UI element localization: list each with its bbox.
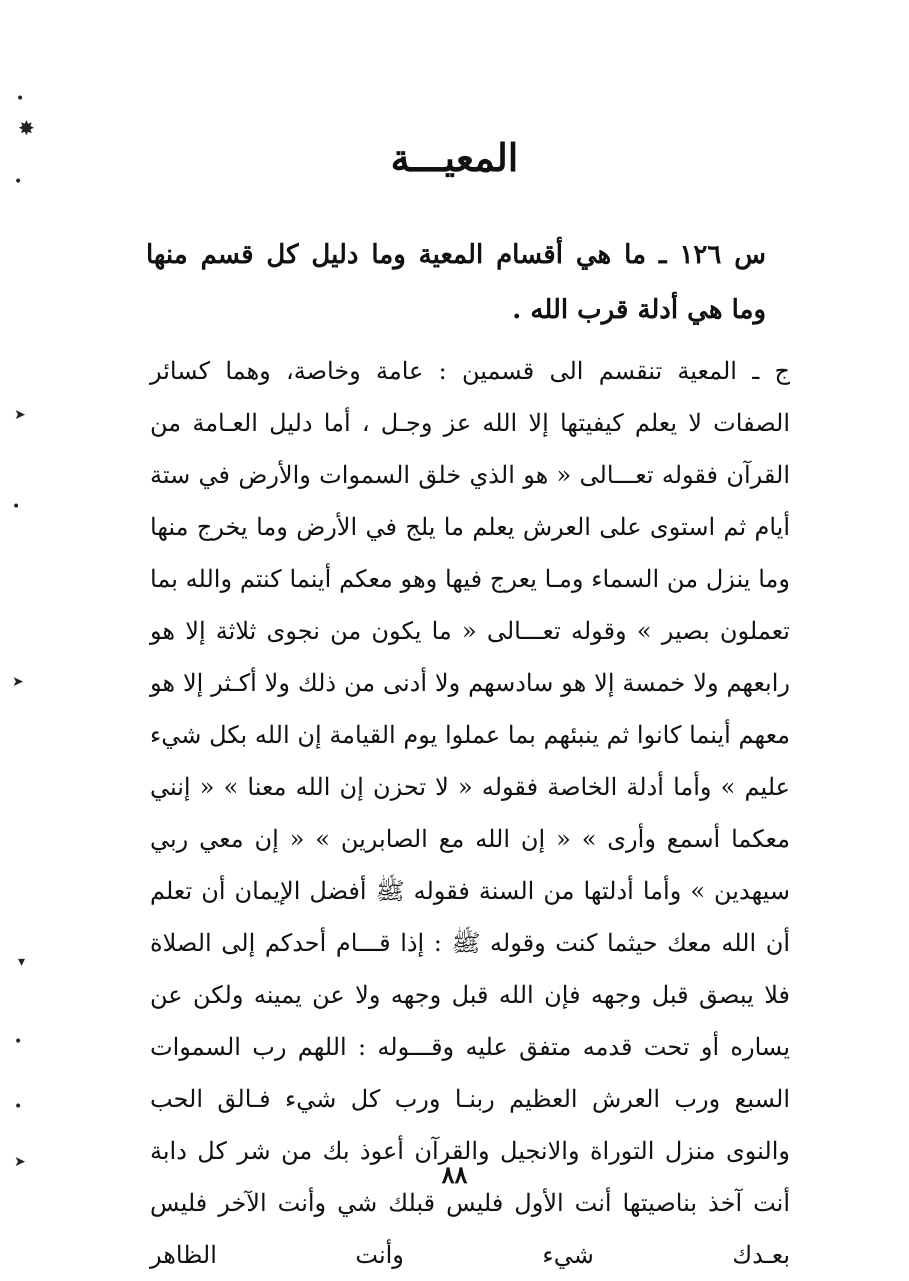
page-number: ٨٨	[441, 1160, 468, 1189]
scan-artifact-mark: ➤	[12, 674, 24, 690]
answer-paragraph: ج ـ المعية تنقسم الى قسمين : عامة وخاصة، وهما كسائر الصفات لا يعلم كيفيتها إلا الله عز وجـل ، أما دليل العـامة من القرآن فقوله تعـــالى « هو الذي خلق السموات والأرض في ستة أيام ثم استوى على العرش يعلم ما يلج في الأرض وما يخرج منها وما ينزل من السماء ومـا يعرج فيها وهو معكم أينما كنتم والله بما تعملون بصير » وقوله تعـــالى « ما يكون من نجوى ثلاثة إلا هو رابعهم ولا خمسة إلا هو سادسهم ولا أدنى من ذلك ولا أكـثر إلا هو معهم أينما كانوا ثم ينبئهم بما عملوا يوم القيامة إن الله بكل شيء عليم » وأما أدلة الخاصة فقوله « لا تحزن إن الله معنا » « إنني معكما أسمع وأرى » « إن الله مع الصابرين » « إن معي ربي سيهدين » وأما أدلتها من السنة فقوله ﷺ أفضل الإيمان أن تعلم أن الله معك حيثما كنت وقوله ﷺ : إذا قـــام أحدكم إلى الصلاة فلا يبصق قبل وجهه فإن الله قبل وجهه ولا عن يمينه ولكن عن يساره أو تحت قدمه متفق عليه وقـــوله : اللهم رب السموات السبع ورب العرش العظيم ربنـا ورب كل شيء فـالق الحب والنوى منزل التوراة والانجيل والقرآن أعوذ بك من شر كل دابة أنت آخذ بناصيتها أنت الأول فليس قبلك شي وأنت الآخر فليس بعـدك شيء وأنت الظاهر	[150, 357, 790, 1269]
scan-artifact-mark: •	[14, 1034, 23, 1050]
scan-artifact-mark: •	[16, 91, 25, 107]
scan-artifact-mark: ✸	[18, 116, 35, 140]
scan-artifact-mark: ▾	[18, 954, 26, 970]
page-title: المعيـــة	[390, 135, 519, 180]
scan-artifact-mark: ➤	[14, 407, 26, 423]
question-paragraph: س ١٢٦ ـ ما هي أقسام المعية وما دليل كل قسم منها وما هي أدلة قرب الله .	[146, 240, 766, 325]
scan-artifact-mark: ➤	[14, 1154, 26, 1170]
scan-artifact-mark: •	[14, 174, 23, 190]
scan-artifact-mark: •	[12, 499, 21, 515]
scan-artifact-mark: •	[14, 1099, 23, 1115]
